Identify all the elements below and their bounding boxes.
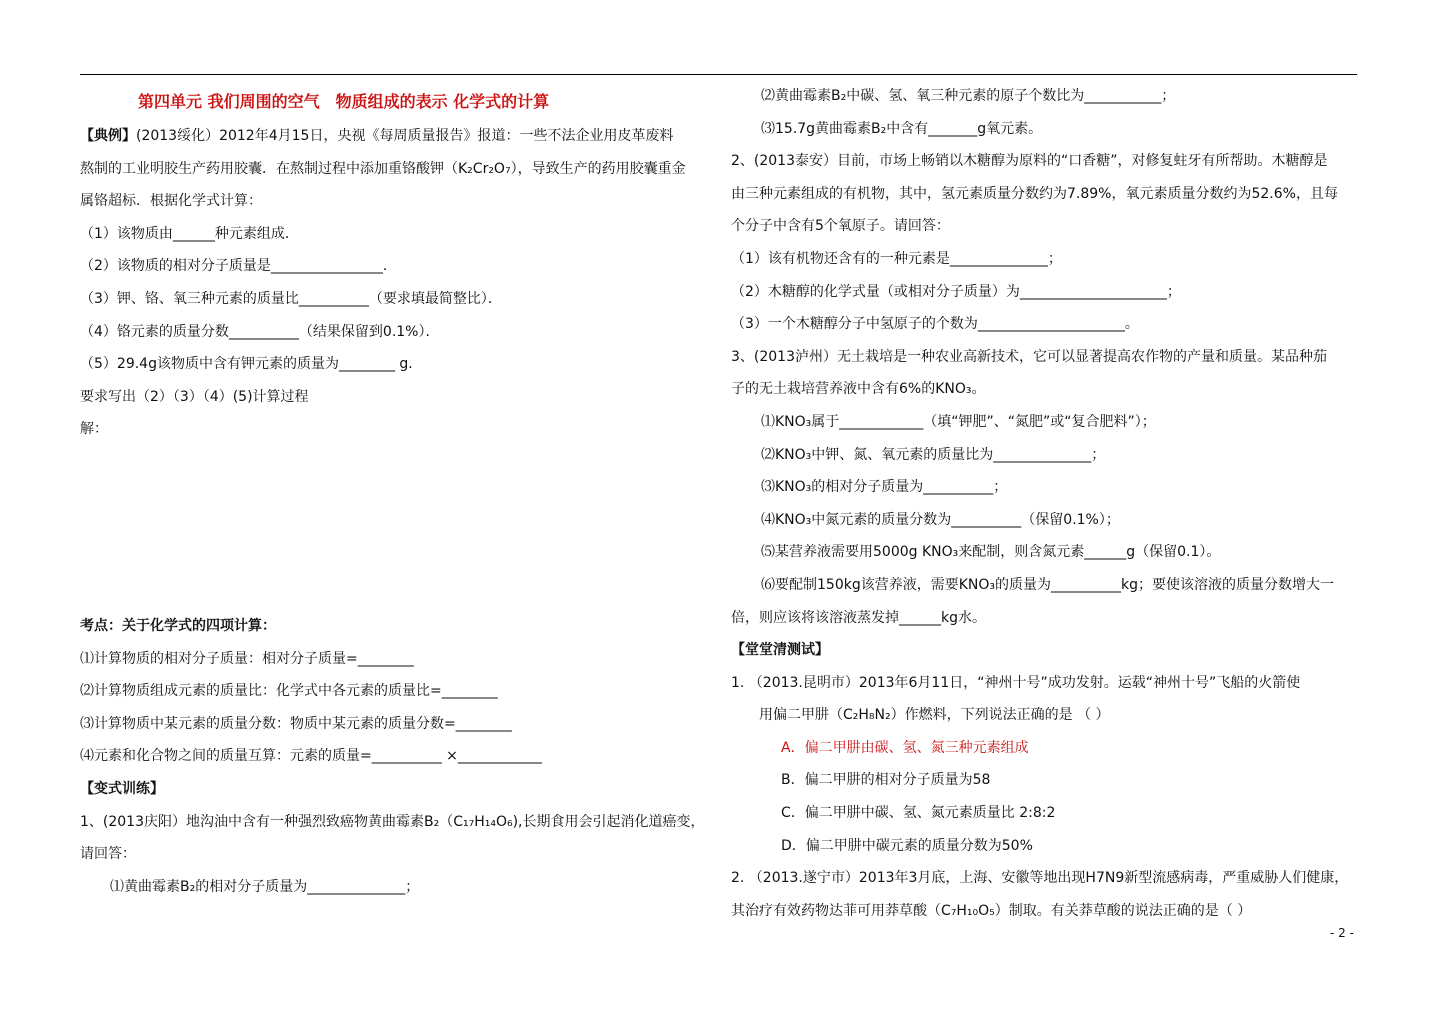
quiz-q1-option-d: D．偏二甲肼中碳元素的质量分数为50% xyxy=(781,837,1033,854)
q3-item-4: ⑷KNO₃中氮元素的质量分数为__________（保留0.1%）； xyxy=(761,511,1120,528)
page-title: 第四单元 我们周围的空气 物质组成的表示 化学式的计算 xyxy=(138,92,550,111)
variant-q1-sub-1: ⑴黄曲霉素B₂的相对分子质量为______________； xyxy=(110,878,420,895)
quiz-q1-option-b: B．偏二甲肼的相对分子质量为58 xyxy=(781,772,991,789)
example-question-3: （3）钾、铬、氧三种元素的质量比__________（要求填最简整比）． xyxy=(80,290,502,307)
quiz-q2-line-1: 2. （2013.遂宁市）2013年3月底，上海、安徽等地出现H7N9新型流感病毒，严重威胁人们健康， xyxy=(731,870,1349,887)
example-line-2: 熬制的工业明胶生产药用胶囊．在熬制过程中添加重铬酸钾（K₂Cr₂O₇），导致生产的药用胶囊重金 xyxy=(80,160,686,177)
q3-line-1: 3、(2013泸州）无土栽培是一种农业高新技术，它可以显著提高农作物的产量和质量。某品种茄 xyxy=(731,348,1327,365)
variant-q1-line-1: 1、(2013庆阳）地沟油中含有一种强烈致癌物黄曲霉素B₂（C₁₇H₁₄O₆),长期食用会引起消化道癌变， xyxy=(80,813,705,830)
keypoint-2: ⑵计算物质组成元素的质量比：化学式中各元素的质量比=________ xyxy=(80,683,498,700)
example-line-3: 属铬超标．根据化学式计算： xyxy=(80,193,262,210)
quiz-q2-line-2: 其治疗有效药物达菲可用莽草酸（C₇H₁₀O₅）制取。有关莽草酸的说法正确的是（ ） xyxy=(731,902,1252,919)
variant-heading: 【变式训练】 xyxy=(80,780,164,797)
right-column xyxy=(731,80,1357,927)
q3-item-2: ⑵KNO₃中钾、氮、氧元素的质量比为______________； xyxy=(761,446,1106,463)
answer-space xyxy=(80,446,710,610)
quiz-q1-option-a: A．偏二甲肼由碳、氢、氮三种元素组成 xyxy=(781,739,1029,756)
quiz-heading: 【堂堂清测试】 xyxy=(731,642,829,659)
keypoint-3: ⑶计算物质中某元素的质量分数：物质中某元素的质量分数=________ xyxy=(80,715,512,732)
page-number: - 2 - xyxy=(1330,926,1354,940)
q2-item-3: （3）一个木糖醇分子中氢原子的个数为_____________________。 xyxy=(731,316,1139,333)
q3-item-1: ⑴KNO₃属于____________（填“钾肥”、“氮肥”或“复合肥料”）； xyxy=(761,413,1156,430)
q2-line-2: 由三种元素组成的有机物，其中，氢元素质量分数约为7.89%，氧元素质量分数约为52.6%，且每 xyxy=(731,185,1338,202)
example-requirement: 要求写出（2）（3）（4）(5)计算过程 xyxy=(80,388,309,405)
keypoint-1: ⑴计算物质的相对分子质量：相对分子质量=________ xyxy=(80,650,414,667)
example-question-5: （5）29.4g该物质中含有钾元素的质量为________ g． xyxy=(80,356,423,373)
example-label: 【典例】 xyxy=(80,128,136,144)
quiz-q1-line-1: 1. （2013.昆明市）2013年6月11日，“神州十号”成功发射。运载“神州十号”飞船的火箭使 xyxy=(731,674,1301,691)
q3-item-6: ⑹要配制150kg该营养液，需要KNO₃的质量为__________kg；要使该溶液的质量分数增大一 xyxy=(761,576,1334,593)
example-question-1: （1）该物质由______种元素组成． xyxy=(80,225,299,242)
left-column xyxy=(80,84,710,903)
q3-item-5: ⑸某营养液需要用5000g KNO₃来配制，则含氮元素______g（保留0.1）。 xyxy=(761,544,1221,561)
quiz-q1-option-c: C．偏二甲肼中碳、氢、氮元素质量比 2:8:2 xyxy=(781,805,1056,822)
variant-q1-sub-3: ⑶15.7g黄曲霉素B₂中含有_______g氧元素。 xyxy=(761,120,1043,137)
q3-line-2: 子的无土栽培营养液中含有6%的KNO₃。 xyxy=(731,381,986,398)
q2-line-1: 2、(2013泰安）目前，市场上畅销以木糖醇为原料的“口香糖”，对修复蛀牙有所帮助。木糖醇是 xyxy=(731,153,1328,170)
example-question-2: （2）该物质的相对分子质量是________________． xyxy=(80,258,397,275)
solution-label: 解： xyxy=(80,421,108,438)
variant-q1-line-2: 请回答： xyxy=(80,846,136,863)
q2-line-3: 个分子中含有5个氧原子。请回答： xyxy=(731,218,950,235)
keypoints-heading: 考点：关于化学式的四项计算： xyxy=(80,617,276,634)
q2-item-1: （1）该有机物还含有的一种元素是______________； xyxy=(731,250,1062,267)
variant-q1-sub-2: ⑵黄曲霉素B₂中碳、氢、氧三种元素的原子个数比为___________； xyxy=(761,88,1176,104)
q3-tail: 倍，则应该将该溶液蒸发掉______kg水。 xyxy=(731,609,986,626)
quiz-q1-line-2: 用偏二甲肼（C₂H₈N₂）作燃料，下列说法正确的是 （ ） xyxy=(759,707,1110,724)
q3-item-3: ⑶KNO₃的相对分子质量为__________； xyxy=(761,479,1008,496)
keypoint-4: ⑷元素和化合物之间的质量互算：元素的质量=__________ ×____________ xyxy=(80,748,542,765)
example-line-1: 【典例】(2013绥化）2012年4月15日，央视《每周质量报告》报道：一些不法企业用皮革废料 xyxy=(80,128,674,144)
q2-item-2: （2）木糖醇的化学式量（或相对分子质量）为_____________________； xyxy=(731,283,1181,300)
example-question-4: （4）铬元素的质量分数__________（结果保留到0.1%）． xyxy=(80,323,440,340)
header-rule xyxy=(80,74,1357,75)
